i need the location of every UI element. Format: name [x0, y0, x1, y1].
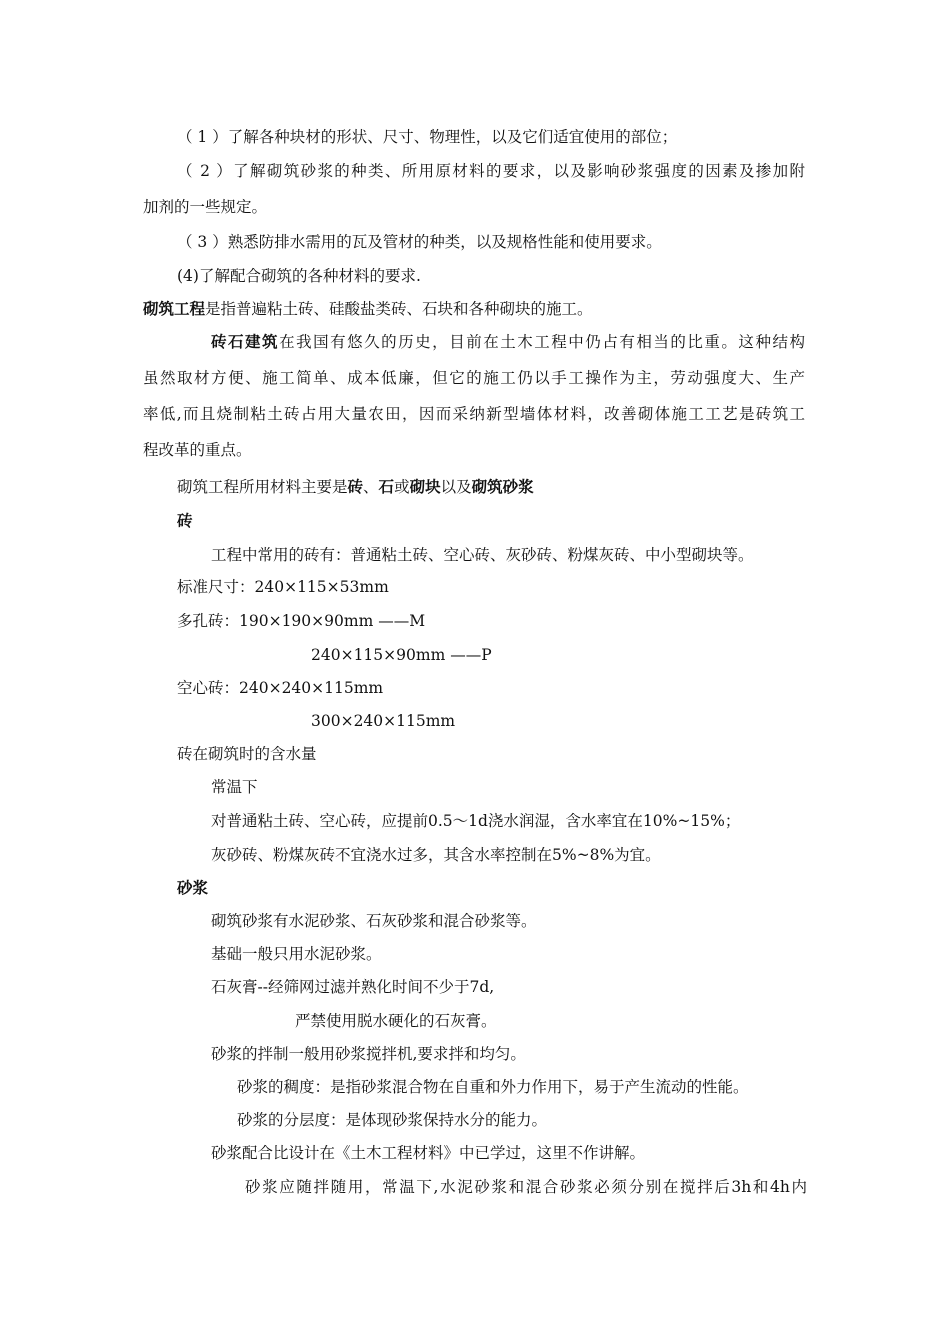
- material-brick: 砖: [347, 478, 364, 496]
- brick-standard-size: 标准尺寸：240×115×53mm: [177, 578, 389, 596]
- brick-stone-line2: 虽然取材方便、施工简单、成本低廉，但它的施工仍以手工操作为主，劳动强度大、生产: [143, 369, 805, 387]
- definition-paragraph: [143, 299, 593, 319]
- hollow-brick-size-1: 空心砖：240×240×115mm: [177, 679, 384, 697]
- mortar-line-6: 砂浆的稠度：是指砂浆混合物在自重和外力作用下，易于产生流动的性能。: [237, 1078, 749, 1096]
- moisture-rule-2: 灰砂砖、粉煤灰砖不宜浇水过多，其含水率控制在5%~8%为宜。: [211, 846, 661, 864]
- hollow-brick-size-2: 300×240×115mm: [311, 712, 456, 730]
- material-block: 砌块: [409, 478, 441, 496]
- brick-common-types: 工程中常用的砖有：普通粘土砖、空心砖、灰砂砖、粉煤灰砖、中小型砌块等。: [211, 546, 754, 564]
- mortar-line-5: 砂浆的拌制一般用砂浆搅拌机,要求拌和均匀。: [211, 1045, 526, 1063]
- mortar-heading: 砂浆: [177, 879, 209, 897]
- normal-temp-label: 常温下: [211, 778, 258, 796]
- material-mortar: 砌筑砂浆: [471, 478, 534, 496]
- objective-2-line2: 加剂的一些规定。: [143, 198, 268, 216]
- moisture-rule-1: 对普通粘土砖、空心砖，应提前0.5～1d浇水润湿，含水率宜在10%~15%；: [211, 812, 741, 830]
- mortar-line-8: 砂浆配合比设计在《土木工程材料》中已学过，这里不作讲解。: [211, 1144, 646, 1162]
- porous-brick-size-2: 240×115×90mm ——P: [311, 646, 492, 664]
- brick-stone-line4: 程改革的重点。: [143, 441, 252, 459]
- materials-paragraph: 砌筑工程所用材料主要是砖、石或砌块以及砌筑砂浆: [177, 478, 534, 496]
- mortar-line-1: 砌筑砂浆有水泥砂浆、石灰砂浆和混合砂浆等。: [211, 912, 537, 930]
- objective-2-line1: （ 2 ）了解砌筑砂浆的种类、所用原材料的要求，以及影响砂浆强度的因素及掺加附: [177, 162, 805, 180]
- definition-text: 是指普遍粘土砖、硅酸盐类砖、石块和各种砌块的施工。: [205, 300, 593, 318]
- moisture-title: 砖在砌筑时的含水量: [177, 745, 317, 763]
- brick-heading: 砖: [177, 512, 193, 530]
- objective-4: (4)了解配合砌筑的各种材料的要求.: [177, 267, 421, 285]
- objective-3: （ 3 ）熟悉防排水需用的瓦及管材的种类，以及规格性能和使用要求。: [177, 233, 662, 251]
- brick-stone-line3: 率低,而且烧制粘土砖占用大量农田，因而采纳新型墙体材料，改善砌体施工工艺是砖筑工: [143, 405, 805, 423]
- mortar-line-2: 基础一般只用水泥砂浆。: [211, 945, 382, 963]
- definition-term: 砌筑工程: [143, 300, 206, 318]
- brick-stone-line1: 砖石建筑在我国有悠久的历史，目前在土木工程中仍占有相当的比重。这种结构: [211, 333, 805, 351]
- mortar-line-3: 石灰膏--经筛网过滤并熟化时间不少于7d,: [211, 978, 495, 996]
- mortar-line-7: 砂浆的分层度：是体现砂浆保持水分的能力。: [237, 1111, 548, 1129]
- material-stone: 石: [378, 478, 395, 496]
- mortar-line-4: 严禁使用脱水硬化的石灰膏。: [295, 1012, 497, 1030]
- brick-stone-term: 砖石建筑: [211, 333, 280, 351]
- objective-1: （ 1 ）了解各种块材的形状、尺寸、物理性，以及它们适宜使用的部位；: [177, 128, 678, 146]
- porous-brick-size-1: 多孔砖：190×190×90mm ——M: [177, 612, 426, 630]
- mortar-line-9: 砂浆应随拌随用，常温下,水泥砂浆和混合砂浆必须分别在搅拌后3h和4h内: [245, 1178, 807, 1196]
